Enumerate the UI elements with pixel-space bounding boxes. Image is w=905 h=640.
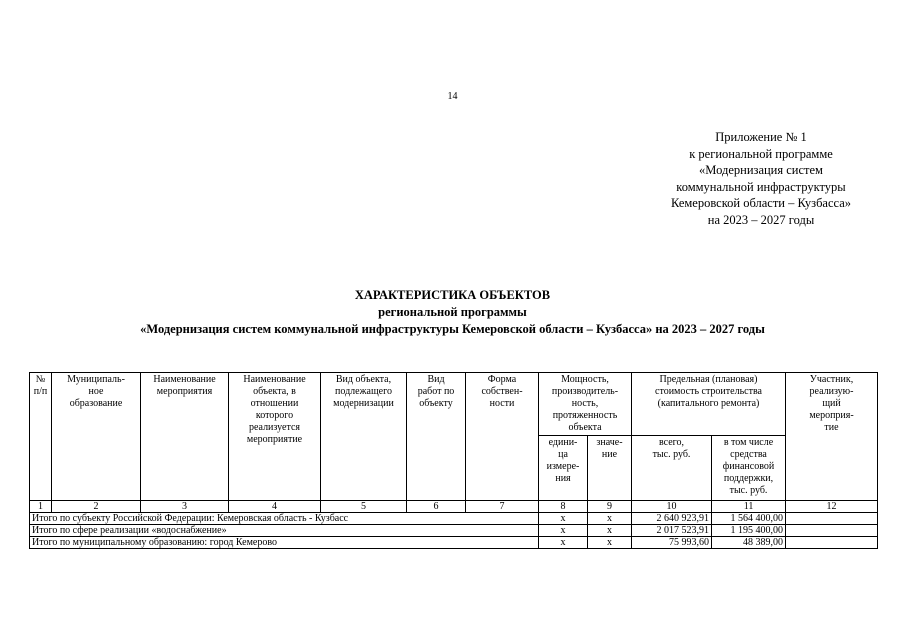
appendix-block [615,129,905,228]
row-participant [786,513,878,525]
header-ownership: Форма собствен- ности [466,373,539,501]
column-number: 2 [52,501,141,513]
title-line-1: ХАРАКТЕРИСТИКА ОБЪЕКТОВ [354,288,551,302]
header-cost-support: в том числе средства финансовой поддержки, тыс. руб. [712,436,786,501]
header-row-1 [30,373,878,436]
header-object-name: Наименование объекта, в отношении которого реализуется мероприятие [229,373,321,501]
column-number: 4 [229,501,321,513]
table-row [30,537,878,549]
row-unit: х [539,537,588,549]
row-value: х [588,525,632,537]
title-line-3: «Модернизация систем коммунальной инфраструктуры Кемеровской области – Кузбасса» на 2023 – 2027 годы [140,322,765,336]
row-value: х [588,537,632,549]
page-number: 14 [447,91,458,102]
document-title [0,287,905,338]
header-object-type: Вид объекта, подлежащего модернизации [321,373,407,501]
row-total: 2 017 523,91 [632,525,712,537]
column-number: 1 [30,501,52,513]
row-unit: х [539,513,588,525]
header-municipality: Муниципаль- ное образование [52,373,141,501]
row-value: х [588,513,632,525]
row-label: Итого по муниципальному образованию: город Кемерово [30,537,539,549]
header-cost-total: всего, тыс. руб. [632,436,712,501]
appendix-line: Кемеровской области – Кузбасса» [670,196,852,210]
row-support: 48 389,00 [712,537,786,549]
column-number: 6 [407,501,466,513]
table-row [30,513,878,525]
appendix-line: на 2023 – 2027 годы [707,212,815,227]
row-unit: х [539,525,588,537]
header-work-type: Вид работ по объекту [407,373,466,501]
column-number: 10 [632,501,712,513]
row-participant [786,525,878,537]
row-total: 2 640 923,91 [632,513,712,525]
appendix-line: «Модернизация систем [699,163,823,177]
column-number: 9 [588,501,632,513]
header-capacity: Мощность, производитель- ность, протяженность объекта [539,373,632,436]
header-participant: Участник, реализую- щий мероприя- тие [786,373,878,501]
objects-table [29,372,878,549]
row-participant [786,537,878,549]
appendix-line: Приложение № 1 [715,130,807,144]
column-number-row [30,501,878,513]
column-number: 12 [786,501,878,513]
column-number: 7 [466,501,539,513]
row-support: 1 195 400,00 [712,525,786,537]
header-num: № п/п [30,373,52,501]
row-total: 75 993,60 [632,537,712,549]
table-row [30,525,878,537]
row-label: Итого по субъекту Российской Федерации: Кемеровская область - Кузбасс [30,513,539,525]
column-number: 8 [539,501,588,513]
row-support: 1 564 400,00 [712,513,786,525]
title-line-2: региональной программы [378,305,527,319]
column-number: 5 [321,501,407,513]
header-capacity-value: значе- ние [588,436,632,501]
appendix-line: к региональной программе [689,146,833,161]
header-event-name: Наименование мероприятия [141,373,229,501]
header-capacity-unit: едини- ца измере- ния [539,436,588,501]
appendix-line: коммунальной инфраструктуры [676,179,846,194]
header-cost: Предельная (плановая) стоимость строительства (капитального ремонта) [632,373,786,436]
column-number: 3 [141,501,229,513]
column-number: 11 [712,501,786,513]
row-label: Итого по сфере реализации «водоснабжение» [30,525,539,537]
